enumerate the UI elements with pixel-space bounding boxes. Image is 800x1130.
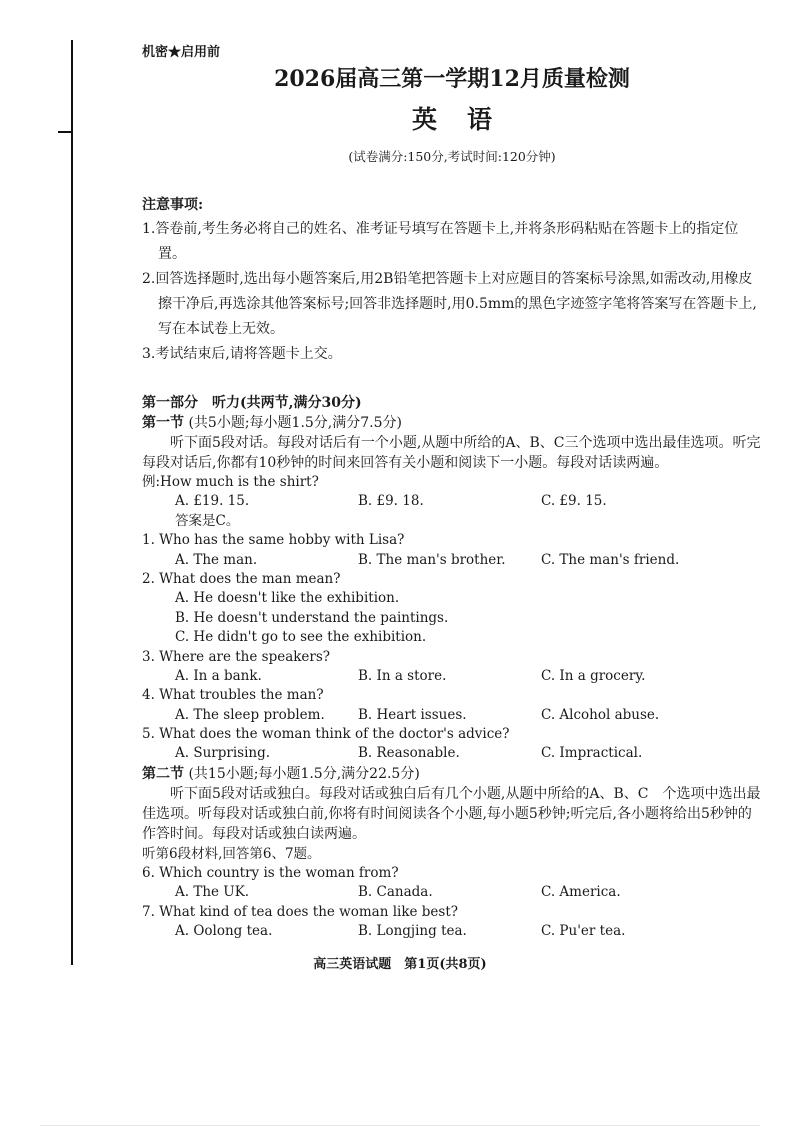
question-stem: 7. What kind of tea does the woman like best?: [142, 903, 459, 920]
example-options: [142, 492, 762, 511]
page-footer: 高三英语试题 第1页(共8页): [313, 957, 487, 972]
option-c: C. America.: [541, 884, 621, 901]
question-stem: 1. Who has the same hobby with Lisa?: [142, 532, 405, 549]
option-a: A. The sleep problem.: [175, 706, 325, 723]
notice-item: 1.答卷前,考生务必将自己的姓名、准考证号填写在答题卡上,并将条形码粘贴在答题卡上的指定位置。: [142, 221, 739, 262]
option-b: B. Reasonable.: [358, 745, 460, 762]
question-stem: 5. What does the woman think of the doctor's advice?: [142, 726, 510, 743]
exam-page: [142, 43, 762, 941]
option-c: C. In a grocery.: [541, 667, 646, 684]
question-stem: 4. What troubles the man?: [142, 687, 324, 704]
option-a: A. The man.: [175, 551, 258, 568]
option-b: B. In a store.: [358, 667, 447, 684]
option-a: A. The UK.: [175, 884, 250, 901]
section1-header: [142, 413, 762, 433]
option-c: C. He didn't go to see the exhibition.: [175, 629, 427, 646]
section2-number: 第二节: [142, 765, 184, 782]
section1-instructions: 听下面5段对话。每段对话后有一个小题,从题中所给的A、B、C三个选项中选出最佳选项。听完每段对话后,你都有10秒钟的时间来回答有关小题和阅读下一小题。每段对话读两遍。: [142, 435, 761, 471]
option-a: A. £19. 15.: [175, 493, 250, 510]
section2-instructions: 听下面5段对话或独白。每段对话或独白后有几个小题,从题中所给的A、B、C 个选项中选出最佳选项。听每段对话或独白前,你将有时间阅读各个小题,每小题5秒钟;听完后,各小题将给出5秒钟的作答时间。每段对话或独白读两遍。: [142, 785, 761, 842]
question-options: [142, 706, 762, 725]
question-options: [142, 922, 762, 941]
option-b: B. Heart issues.: [358, 706, 467, 723]
option-c: C. £9. 15.: [541, 493, 607, 510]
option-c: C. Impractical.: [541, 745, 643, 762]
question-options: [142, 667, 762, 686]
option-a: A. Oolong tea.: [175, 923, 273, 940]
option-b: B. The man's brother.: [358, 551, 506, 568]
option-c: C. Alcohol abuse.: [541, 706, 660, 723]
option-b: B. £9. 18.: [358, 493, 424, 510]
option-a: A. He doesn't like the exhibition.: [175, 590, 400, 607]
option-a: A. Surprising.: [175, 745, 271, 762]
example-question: 例:How much is the shirt?: [142, 474, 319, 490]
section1-number: 第一节: [142, 415, 184, 431]
question-stem: 2. What does the man mean?: [142, 570, 341, 587]
option-c: C. The man's friend.: [541, 551, 680, 568]
exam-title: 2026届高三第一学期12月质量检测: [274, 66, 630, 92]
question-options: [142, 551, 762, 570]
option-c: C. Pu'er tea.: [541, 923, 626, 940]
notice-heading: 注意事项:: [142, 197, 204, 213]
material-note: 听第6段材料,回答第6、7题。: [142, 845, 321, 862]
question-stem: 6. Which country is the woman from?: [142, 864, 399, 881]
binding-tick-mark: [58, 131, 72, 133]
notice-item: 3.考试结束后,请将答题卡上交。: [142, 346, 342, 362]
bottom-rule: [40, 1125, 760, 1126]
notice-item: 2.回答选择题时,选出每小题答案后,用2B铅笔把答题卡上对应题目的答案标号涂黑,如需改动,用橡皮擦干净后,再选涂其他答案标号;回答非选择题时,用0.5mm的黑色字迹签字笔将答案写在答题卡上,写在本试卷上无效。: [142, 271, 757, 337]
section1-title: (共5小题;每小题1.5分,满分7.5分): [188, 415, 402, 431]
option-a: A. In a bank.: [175, 667, 262, 684]
notice-list: [142, 217, 762, 367]
question-stem: 3. Where are the speakers?: [142, 648, 331, 665]
part1-title: 第一部分 听力(共两节,满分30分): [142, 395, 362, 411]
binding-line: [71, 40, 73, 965]
exam-info: (试卷满分:150分,考试时间:120分钟): [348, 149, 556, 164]
subject-title: 英语: [411, 105, 522, 134]
question-options: [142, 883, 762, 902]
option-b: B. He doesn't understand the paintings.: [175, 609, 449, 626]
section2-title: (共15小题;每小题1.5分,满分22.5分): [188, 765, 420, 782]
option-b: B. Longjing tea.: [358, 923, 467, 940]
question-options: [142, 744, 762, 763]
section2-header: [142, 764, 762, 784]
secret-mark: 机密★启用前: [142, 45, 221, 60]
option-b: B. Canada.: [358, 884, 433, 901]
example-answer: 答案是C。: [175, 512, 240, 529]
